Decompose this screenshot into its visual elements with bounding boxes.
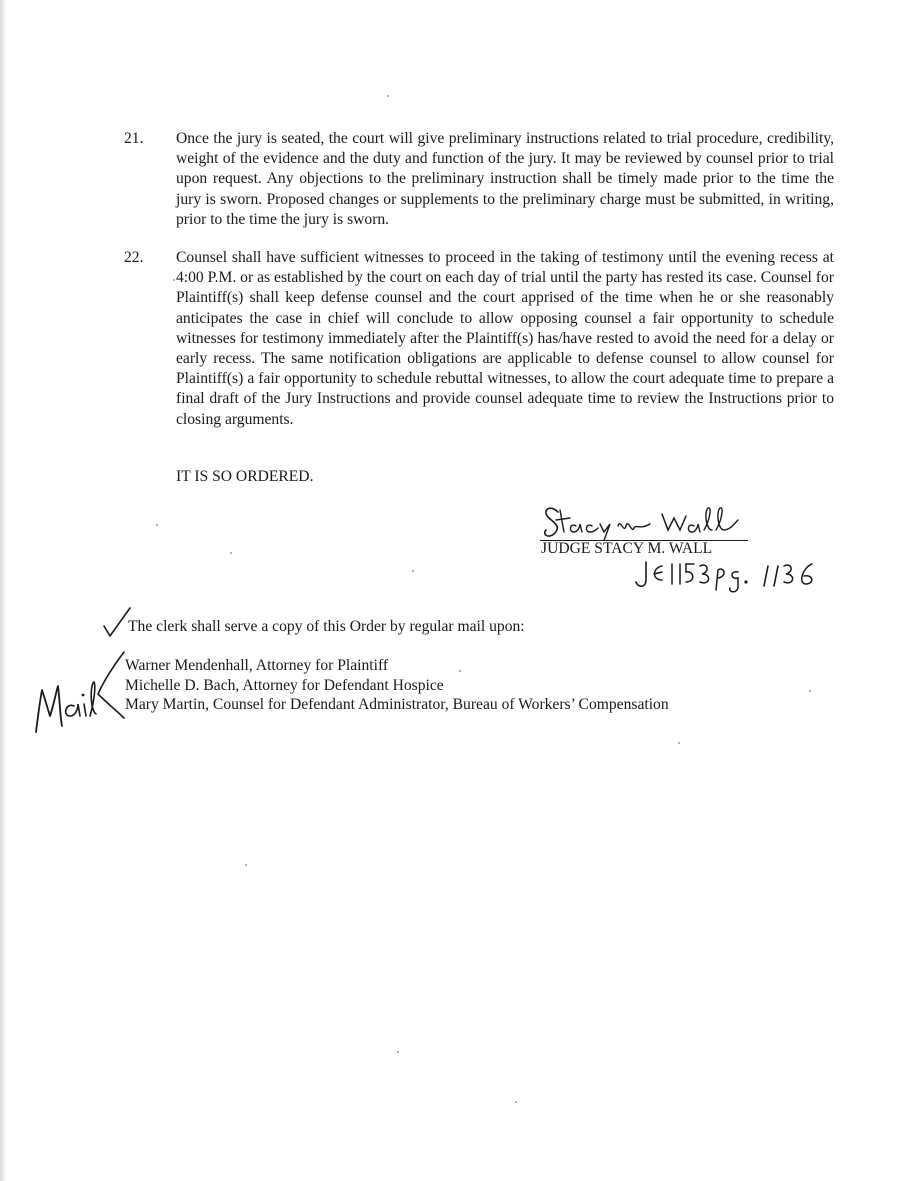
mail-margin-note: [28, 646, 128, 734]
scan-speck: [678, 742, 680, 744]
judge-signature: [540, 490, 750, 540]
paragraph-text: Once the jury is seated, the court will give preliminary instructions related to trial procedure, credibility, weight of the evidence and the duty and function of the jury. It may be reviewed by counsel prior to trial upon request. Any objections to the preliminary instruction shall be timely made prior to the time the jury is sworn. Proposed changes or supplements to the preliminary charge must be submitted, in writing, prior to the time the jury is sworn.: [176, 130, 834, 228]
paragraph-text: Counsel shall have sufficient witnesses to proceed in the taking of testimony until the evening recess at 4:00 P.M. or as established by the court on each day of trial until the party has rested its case. Counsel for Plaintiff(s) shall keep defense counsel and the court apprised of the time when he or she reasonably anticipates the case in chief will conclude to allow opposing counsel a fair opportunity to schedule witnesses for testimony immediately after the Plaintiff(s) has/have rested to avoid the need for a delay or early recess. The same notification obligations are applicable to defense counsel to allow counsel for Plaintiff(s) a fair opportunity to schedule rebuttal witnesses, to allow the court adequate time to prepare a final draft of the Jury Instructions and provide counsel adequate time to review the Instructions prior to closing arguments.: [176, 249, 834, 428]
scan-speck: [397, 1051, 399, 1053]
service-instruction: The clerk shall serve a copy of this Order by regular mail upon:: [128, 618, 525, 635]
page-edge-shadow: [0, 0, 6, 1181]
recipient-item: Mary Martin, Counsel for Defendant Administrator, Bureau of Workers’ Compensation: [125, 696, 669, 714]
scan-speck: [230, 552, 232, 554]
scan-speck: [245, 864, 247, 866]
recipient-item: Warner Mendenhall, Attorney for Plaintiff: [125, 657, 389, 674]
order-statement: IT IS SO ORDERED.: [176, 468, 314, 485]
paragraph-21: [124, 129, 834, 230]
scan-speck: [809, 690, 811, 692]
paragraph-number: 22.: [124, 249, 144, 266]
scan-speck: [459, 670, 461, 672]
judge-printed-name: JUDGE STACY M. WALL: [541, 540, 713, 557]
scan-speck: [173, 279, 175, 281]
scan-speck: [412, 570, 414, 572]
scan-speck: [387, 95, 389, 97]
service-recipient-list: [125, 656, 669, 715]
scan-speck: [156, 524, 158, 526]
paragraph-22: [124, 248, 834, 430]
scan-speck: [515, 1101, 517, 1103]
recipient-item: Michelle D. Bach, Attorney for Defendant Hospice: [125, 676, 444, 694]
paragraph-number: 21.: [124, 130, 144, 147]
journal-notation-handwritten: [632, 556, 832, 594]
